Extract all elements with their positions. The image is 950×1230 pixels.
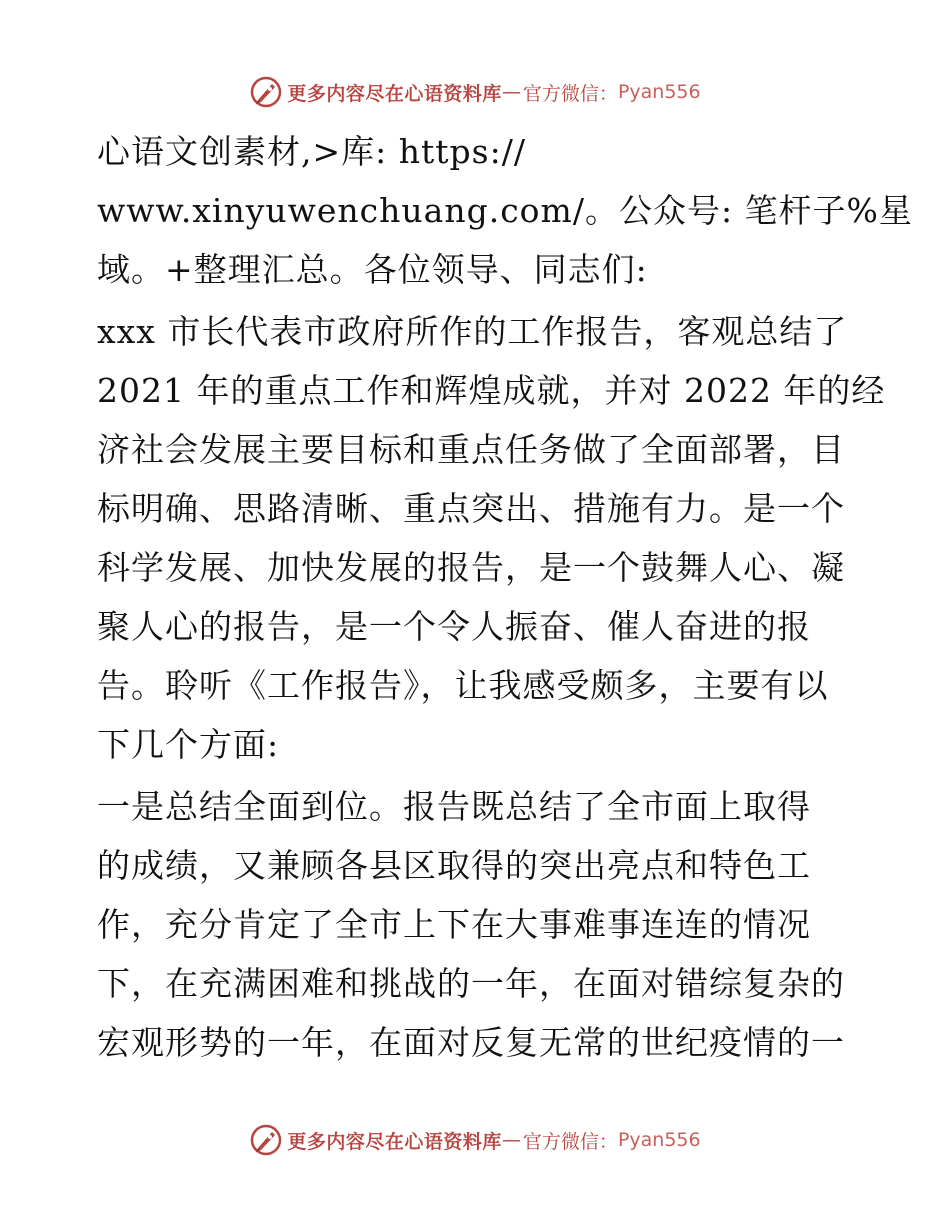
banner-wechat-id: Pyan556	[617, 1129, 701, 1151]
text-line: xxx 市长代表市政府所作的工作报告，客观总结了	[97, 312, 848, 351]
text-line: 域。+整理汇总。各位领导、同志们:	[97, 250, 648, 289]
banner-dash: —	[501, 81, 521, 103]
quill-pen-logo-icon	[249, 1123, 283, 1157]
quill-pen-logo-icon	[249, 75, 283, 109]
text-line: 一是总结全面到位。报告既总结了全市面上取得	[97, 787, 811, 826]
banner-wechat-label: 官方微信：	[522, 1130, 618, 1153]
paragraph-point-one	[97, 777, 857, 1072]
paragraph-intro	[97, 122, 913, 299]
document-body	[97, 122, 913, 1072]
footer-watermark-banner	[0, 1118, 950, 1162]
text-line: 标明确、思路清晰、重点突出、措施有力。是一个	[97, 489, 845, 528]
banner-wechat-label: 官方微信：	[522, 82, 618, 105]
banner-brand-text: 更多内容尽在心语资料库	[287, 1130, 502, 1153]
text-line: 下，在充满困难和挑战的一年，在面对错综复杂的	[97, 964, 845, 1003]
text-line: 济社会发展主要目标和重点任务做了全面部署，目	[97, 430, 845, 469]
text-line: 的成绩，又兼顾各县区取得的突出亮点和特色工	[97, 846, 811, 885]
header-watermark-banner	[0, 70, 950, 114]
text-line: 告。聆听《工作报告》，让我感受颇多，主要有以	[97, 666, 829, 705]
text-line: 下几个方面:	[97, 725, 280, 764]
text-line: 心语文创素材,>库: https://	[97, 132, 526, 171]
paragraph-report-summary	[97, 302, 886, 774]
text-line: 2021 年的重点工作和辉煌成就，并对 2022 年的经	[97, 371, 886, 410]
banner-dash: —	[501, 1129, 521, 1151]
text-line: 作，充分肯定了全市上下在大事难事连连的情况	[97, 905, 811, 944]
banner-brand-text: 更多内容尽在心语资料库	[287, 82, 502, 105]
banner-wechat-id: Pyan556	[617, 81, 701, 103]
text-line: 科学发展、加快发展的报告，是一个鼓舞人心、凝	[97, 548, 845, 587]
text-line: www.xinyuwenchuang.com/。公众号: 笔杆子%星	[97, 191, 913, 230]
text-line: 聚人心的报告，是一个令人振奋、催人奋进的报	[97, 607, 811, 646]
text-line: 宏观形势的一年，在面对反复无常的世纪疫情的一	[97, 1023, 845, 1062]
